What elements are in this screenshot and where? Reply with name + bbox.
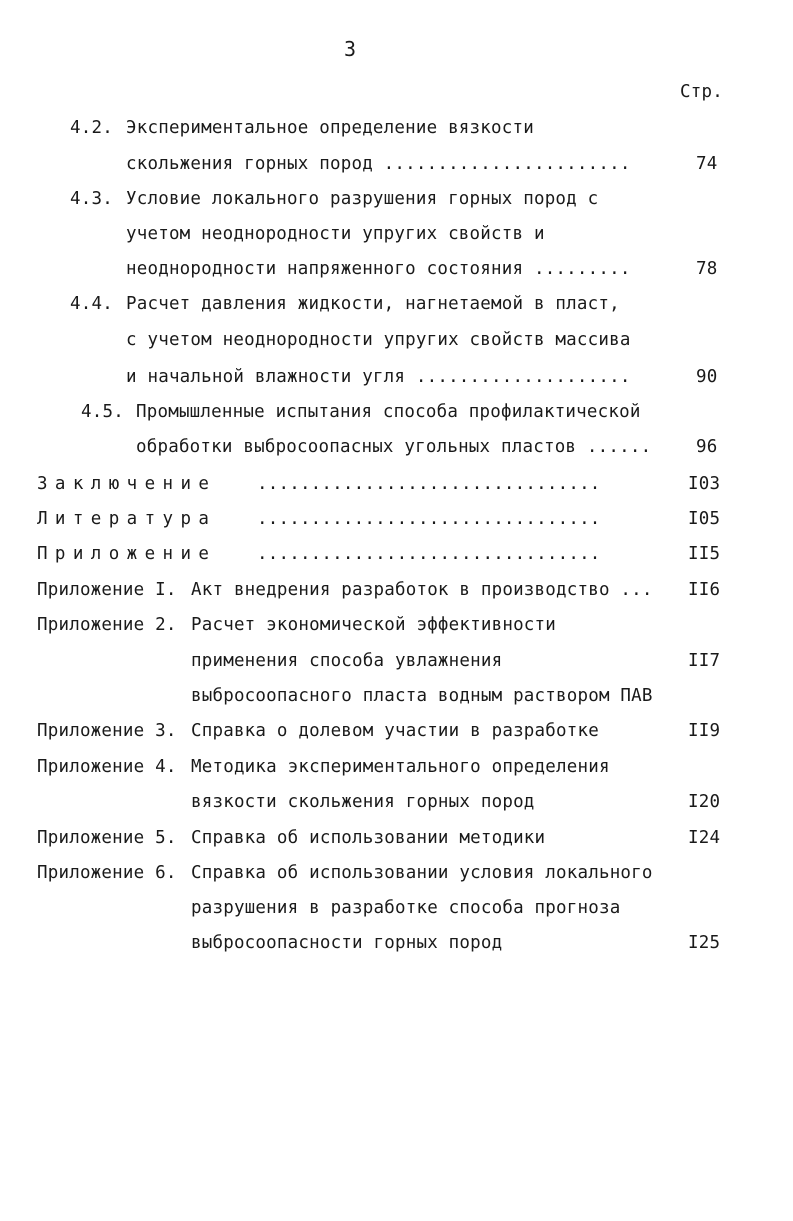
toc-section-page: I03: [688, 474, 721, 494]
appendix-page: II9: [688, 721, 721, 741]
toc-section-dots: ................................: [257, 544, 601, 564]
toc-section-dots: ................................: [257, 474, 601, 494]
appendix-page: I20: [688, 792, 721, 812]
appendix-label: Приложение I.: [37, 580, 177, 600]
appendix-text: Справка об использовании методики: [191, 828, 546, 848]
appendix-label: Приложение 3.: [37, 721, 177, 741]
appendix-text: Методика экспериментального определения: [191, 757, 610, 777]
toc-entry-text: с учетом неоднородности упругих свойств массива: [126, 330, 631, 350]
toc-section-page: II5: [688, 544, 721, 564]
appendix-page: I25: [688, 933, 721, 953]
appendix-label: Приложение 2.: [37, 615, 177, 635]
page-column-header: Стр.: [680, 82, 723, 102]
toc-entry-text: учетом неоднородности упругих свойств и: [126, 224, 545, 244]
toc-section-label: Приложение: [37, 544, 217, 564]
toc-entry-text: Условие локального разрушения горных пород с: [126, 189, 599, 209]
appendix-page: II7: [688, 651, 721, 671]
appendix-page: I24: [688, 828, 721, 848]
appendix-label: Приложение 4.: [37, 757, 177, 777]
toc-entry-text: неоднородности напряженного состояния .........: [126, 259, 631, 279]
appendix-text: Справка о долевом участии в разработке: [191, 721, 599, 741]
toc-section-dots: ................................: [257, 509, 601, 529]
appendix-text: выбросоопасного пласта водным раствором ПАВ: [191, 686, 653, 706]
toc-section-label: Заключение: [37, 474, 217, 494]
toc-entry-number: 4.4.: [70, 294, 113, 314]
toc-entry-text: Промышленные испытания способа профилактической: [136, 402, 641, 422]
page-number: 3: [344, 37, 357, 61]
toc-entry-text: и начальной влажности угля ....................: [126, 367, 631, 387]
appendix-text: выбросоопасности горных пород: [191, 933, 503, 953]
toc-entry-text: Экспериментальное определение вязкости: [126, 118, 534, 138]
toc-entry-number: 4.2.: [70, 118, 113, 138]
toc-entry-page: 78: [696, 259, 718, 279]
toc-section-page: I05: [688, 509, 721, 529]
toc-entry-page: 74: [696, 154, 718, 174]
appendix-text: Справка об использовании условия локального: [191, 863, 653, 883]
toc-entry-page: 96: [696, 437, 718, 457]
toc-entry-text: обработки выбросоопасных угольных пластов ......: [136, 437, 652, 457]
appendix-label: Приложение 6.: [37, 863, 177, 883]
appendix-text: применения способа увлажнения: [191, 651, 503, 671]
appendix-text: Расчет экономической эффективности: [191, 615, 557, 635]
toc-entry-number: 4.5.: [81, 402, 124, 422]
toc-section-label: Литература: [37, 509, 217, 529]
toc-entry-number: 4.3.: [70, 189, 113, 209]
toc-entry-text: скольжения горных пород .......................: [126, 154, 631, 174]
appendix-text: Акт внедрения разработок в производство ...: [191, 580, 653, 600]
toc-entry-text: Расчет давления жидкости, нагнетаемой в пласт,: [126, 294, 620, 314]
appendix-page: II6: [688, 580, 721, 600]
appendix-text: разрушения в разработке способа прогноза: [191, 898, 621, 918]
appendix-text: вязкости скольжения горных пород: [191, 792, 535, 812]
appendix-label: Приложение 5.: [37, 828, 177, 848]
toc-entry-page: 90: [696, 367, 718, 387]
